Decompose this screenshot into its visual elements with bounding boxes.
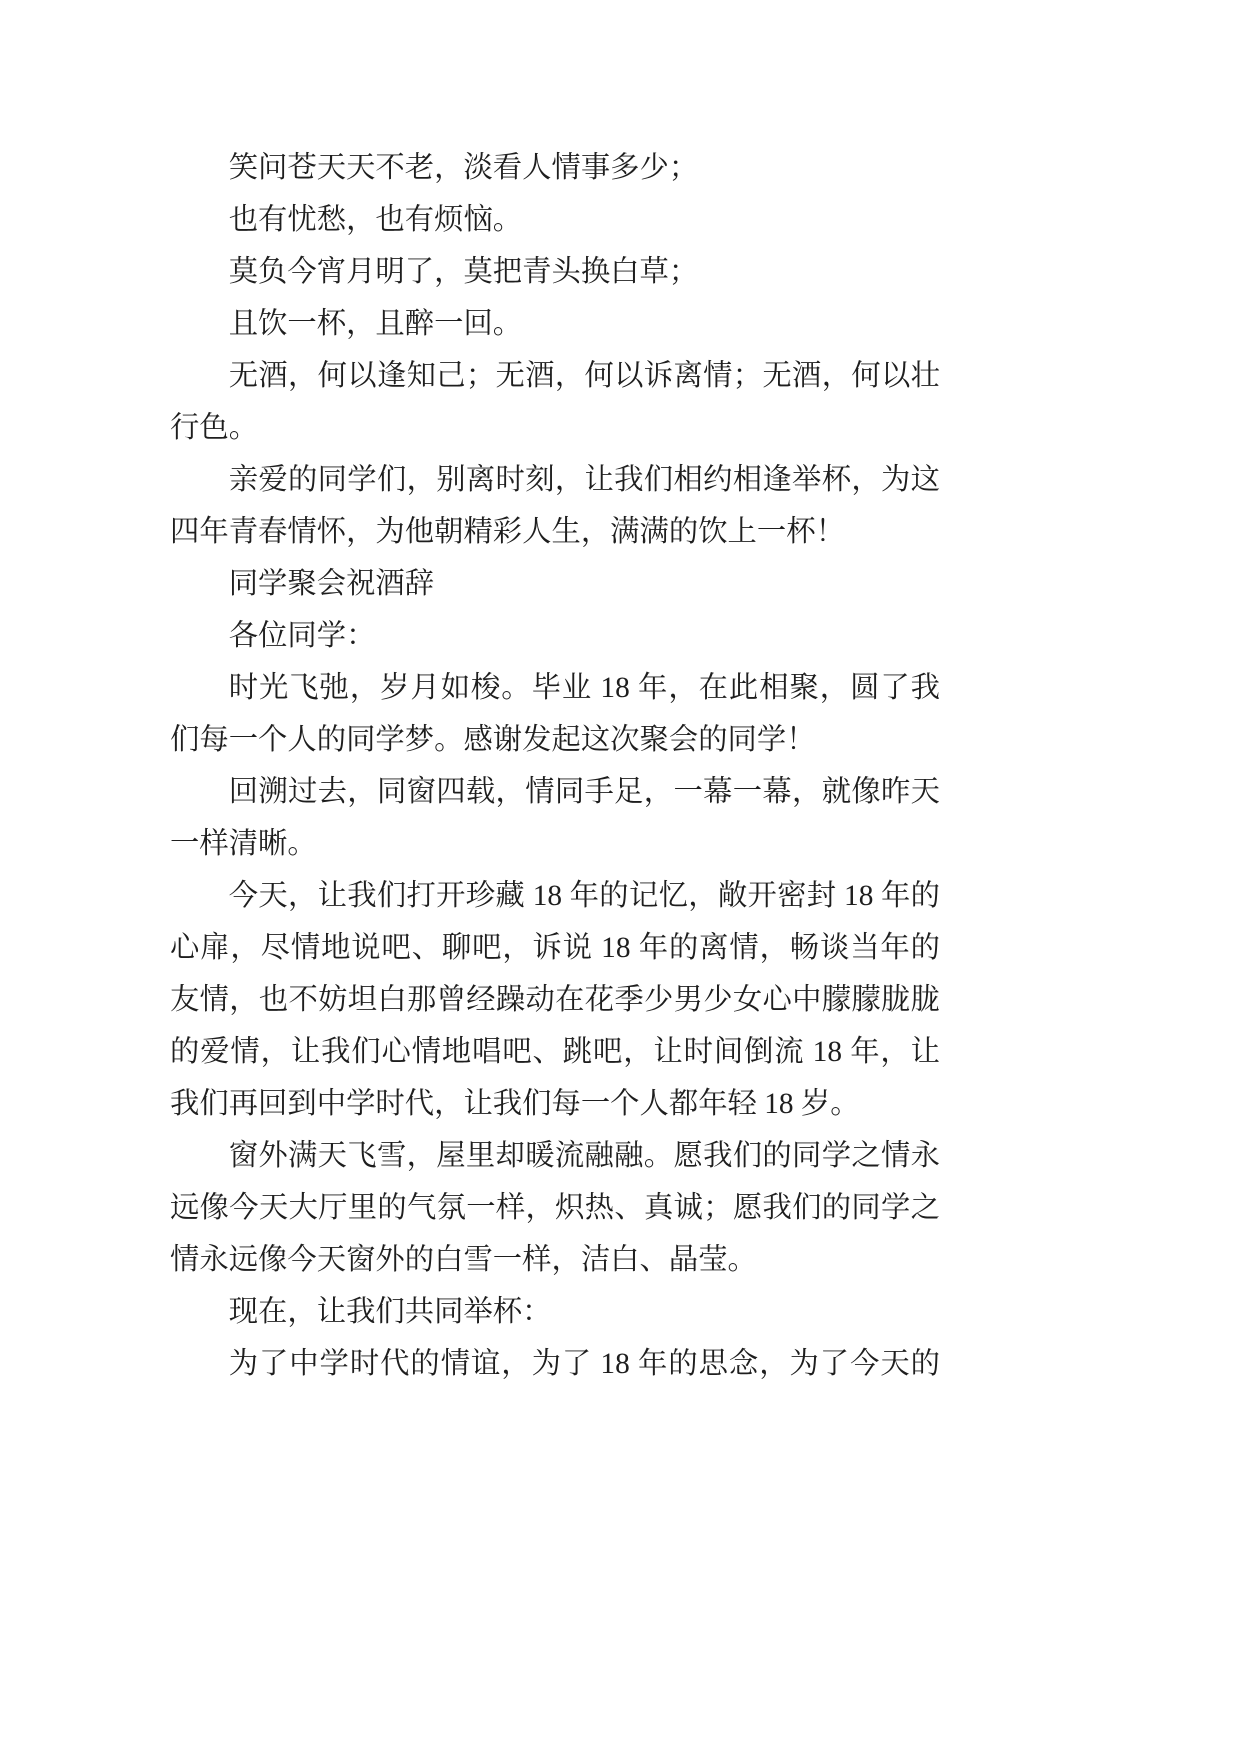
salutation: 各位同学： [228,620,376,652]
paragraph: 为了中学时代的情谊，为了 18 年的思念，为了今天的 [228,1348,940,1380]
paragraph: 窗外满天飞雪，屋里却暖流融融。愿我们的同学之情永远像今天大厅里的气氛一样，炽热、真诚；愿我们的同学之情永远像今天窗外的白雪一样，洁白、晶莹。 [170,1140,940,1276]
verse-line: 且饮一杯，且醉一回。 [228,308,523,340]
paragraph: 今天，让我们打开珍藏 18 年的记忆，敞开密封 18 年的心扉，尽情地说吧、聊吧，诉说 18 年的离情，畅谈当年的友情，也不妨坦白那曾经躁动在花季少男少女心中朦朦胧胧的爱情，让我们心情地唱吧、跳吧，让时间倒流 18 年，让我们再回到中学时代，让我们每一个人都年轻 18 岁。 [170,880,940,1120]
paragraph: 回溯过去，同窗四载，情同手足，一幕一幕，就像昨天一样清晰。 [170,776,940,860]
paragraph: 现在，让我们共同举杯： [228,1296,552,1328]
verse-line: 笑问苍天天不老，淡看人情事多少； [228,152,699,184]
section-title: 同学聚会祝酒辞 [228,568,435,600]
verse-line: 莫负今宵月明了，莫把青头换白草； [228,256,699,288]
verse-line: 也有忧愁，也有烦恼。 [228,204,523,236]
verse-line: 亲爱的同学们，别离时刻，让我们相约相逢举杯，为这四年青春情怀，为他朝精彩人生，满满的饮上一杯！ [170,464,940,548]
paragraph: 时光飞弛，岁月如梭。毕业 18 年，在此相聚，圆了我们每一个人的同学梦。感谢发起这次聚会的同学！ [170,672,940,756]
verse-line: 无酒，何以逢知己；无酒，何以诉离情；无酒，何以壮行色。 [170,360,940,444]
document-body [170,142,940,1390]
